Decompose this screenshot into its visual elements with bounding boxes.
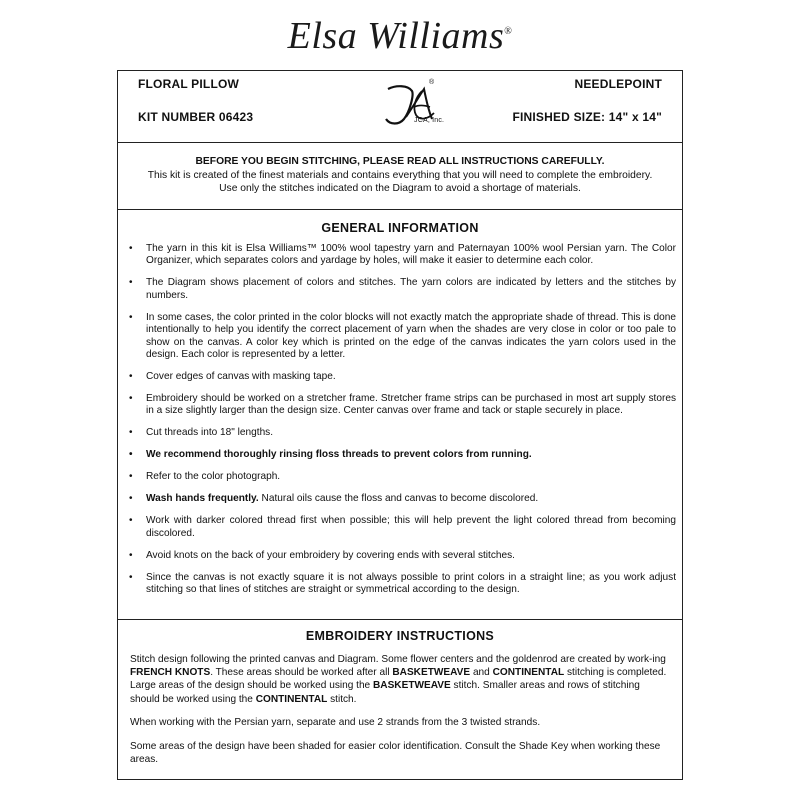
bullet-icon: • xyxy=(129,549,133,561)
logo-registered-mark: ® xyxy=(429,79,435,86)
general-information xyxy=(118,210,682,620)
embroidery-paragraph-2: When working with the Persian yarn, separate and use 2 strands from the 3 twisted strands. xyxy=(130,717,541,729)
bullet-icon: • xyxy=(129,571,133,583)
list-item: • Avoid knots on the back of your embroidery by covering ends with several stitches. xyxy=(129,549,515,561)
list-item: • Wash hands frequently. Natural oils cause the floss and canvas to become discolored. xyxy=(129,493,539,505)
bullet-icon: • xyxy=(129,515,133,527)
before-line-2: Use only the stitches indicated on the Diagram to avoid a shortage of materials. xyxy=(219,183,581,194)
bullet-icon: • xyxy=(129,493,133,505)
embroidery-instructions xyxy=(118,620,682,779)
list-item: • Embroidery should be worked on a stretcher frame. Stretcher frame strips can be purchased in most art supply stores in a size slightly larger than the design size. Center canvas over frame and tack or staple securely in place. xyxy=(129,393,676,417)
list-item: • Since the canvas is not exactly square it is not always possible to print colors in a straight line; as you work adjust stitching so that lines of stitches are straight or symmetrical according to the design. xyxy=(129,571,676,596)
bullet-icon: • xyxy=(129,277,133,289)
bullet-icon: • xyxy=(129,471,133,483)
list-item: • Cover edges of canvas with masking tape. xyxy=(129,371,336,383)
kit-number: KIT NUMBER 06423 xyxy=(138,110,254,124)
list-item: • Cut threads into 18" lengths. xyxy=(129,427,274,439)
product-name: FLORAL PILLOW xyxy=(138,77,240,91)
brand-registered-mark: ® xyxy=(504,26,513,37)
kit-category: NEEDLEPOINT xyxy=(574,77,662,91)
bullet-icon: • xyxy=(129,449,133,461)
brand-logo xyxy=(0,14,800,58)
bullet-icon: • xyxy=(129,311,133,323)
before-line-1: This kit is created of the finest materials and contains everything that you will need to complete the embroidery. xyxy=(147,169,653,181)
embroidery-title: EMBROIDERY INSTRUCTIONS xyxy=(305,629,495,643)
list-item: • We recommend thoroughly rinsing floss threads to prevent colors from running. xyxy=(129,449,532,461)
bullet-icon: • xyxy=(129,427,133,439)
logo-company: JCA, Inc. xyxy=(414,117,445,124)
embroidery-paragraph-1: Stitch design following the printed canvas and Diagram. Some flower centers and the goldenrod are created by work-ing FRENCH KNOTS. These areas should be worked after all BASKETWEAVE and CONTINENTAL stitching is completed. Large areas of the design should be worked using the BASKETWEAVE stitch. Smaller areas and rows of stitching should be worked using the CONTINENTAL stitch. xyxy=(130,654,667,705)
finished-size: FINISHED SIZE: 14" x 14" xyxy=(512,110,662,124)
brand-name: Elsa Williams xyxy=(287,15,505,57)
bullet-icon: • xyxy=(129,243,133,254)
general-list xyxy=(118,243,682,597)
kit-header xyxy=(118,71,682,143)
embroidery-paragraph-3: Some areas of the design have been shaded for easier color identification. Consult the Shade Key when working these areas. xyxy=(130,741,661,766)
before-you-begin xyxy=(118,143,682,210)
instruction-sheet xyxy=(117,70,683,780)
list-item: • Work with darker colored thread first when possible; this will help prevent the light colored thread from becoming discolored. xyxy=(129,515,676,539)
list-item: • The yarn in this kit is Elsa Williams™ 100% wool tapestry yarn and Paternayan 100% wool Persian yarn. The Color Organizer, which separates colors and yardage by holes, will make it easier to determine each color. xyxy=(129,243,676,267)
before-heading: BEFORE YOU BEGIN STITCHING, PLEASE READ ALL INSTRUCTIONS CAREFULLY. xyxy=(195,156,605,167)
list-item: • The Diagram shows placement of colors and stitches. The yarn colors are indicated by letters and the stitches by numbers. xyxy=(129,277,676,301)
bullet-icon: • xyxy=(129,393,133,405)
list-item: • Refer to the color photograph. xyxy=(129,471,281,483)
general-title: GENERAL INFORMATION xyxy=(321,221,479,235)
list-item: • In some cases, the color printed in the color blocks will not exactly match the appropriate shade of thread. This is done intentionally to help you identify the correct placement of yarn when the shades are very close in color or too pale to show on the canvas. A color key which is printed on the edge of the canvas indicates the yarn colors used in the design. Each color is represented by a letter. xyxy=(129,311,676,361)
wash-hands-lead: Wash hands frequently. xyxy=(146,493,259,505)
bullet-icon: • xyxy=(129,371,133,383)
